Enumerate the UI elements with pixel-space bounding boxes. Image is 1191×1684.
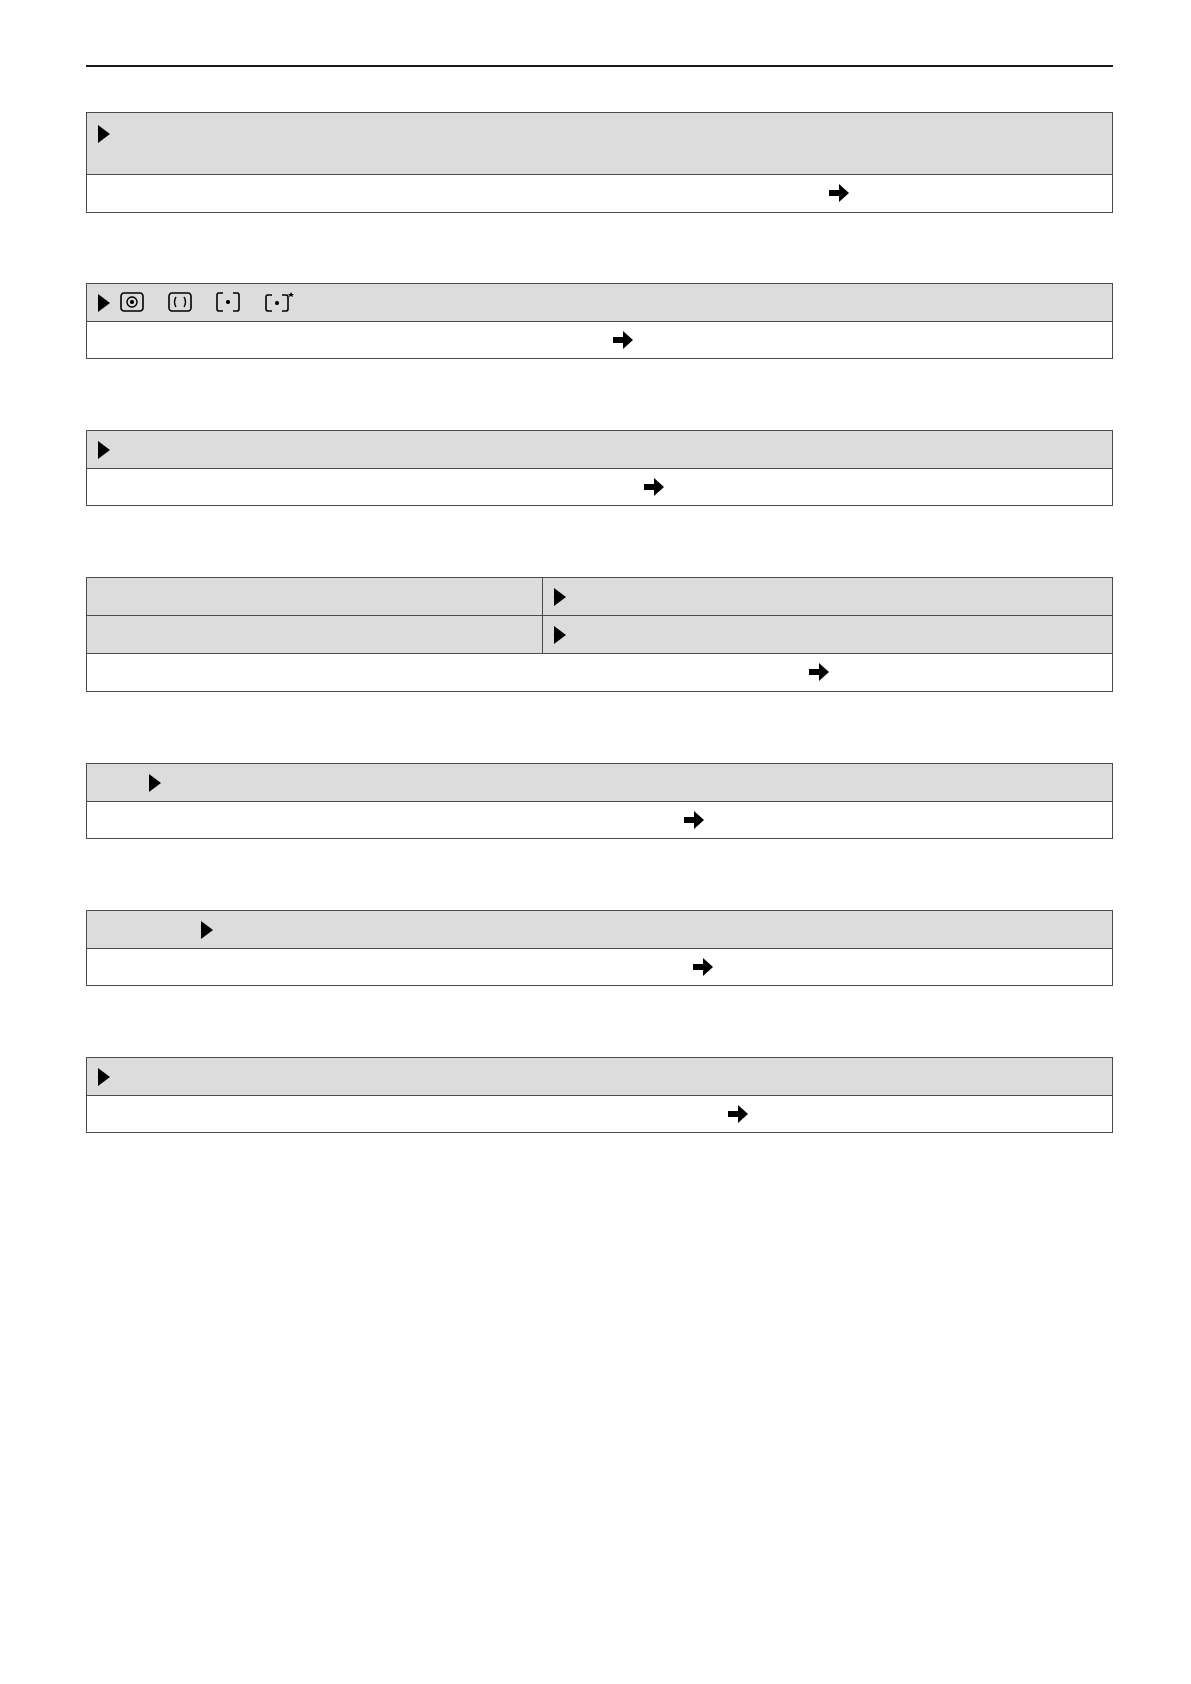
highlight-weighted-metering-icon (265, 292, 295, 312)
right-arrow-icon (827, 182, 851, 204)
right-arrow-icon (682, 809, 706, 831)
right-arrow-icon (642, 476, 666, 498)
section-4-left-cell-1 (87, 578, 543, 615)
section-6-reference-row (87, 949, 1112, 985)
section-3-reference-row (87, 469, 1112, 505)
right-arrow-icon (691, 956, 715, 978)
center-weighted-metering-icon (168, 292, 192, 312)
play-triangle-icon (554, 626, 566, 644)
section-4-box (86, 577, 1113, 692)
section-2-heading-row (87, 284, 1112, 322)
play-triangle-icon (98, 294, 110, 312)
play-triangle-icon (98, 441, 110, 459)
section-5-heading-row (87, 764, 1112, 802)
section-7-reference-row (87, 1096, 1112, 1132)
section-7-heading-row (87, 1058, 1112, 1096)
section-3-box (86, 430, 1113, 506)
play-triangle-icon (98, 125, 110, 143)
section-3-heading-row (87, 431, 1112, 469)
play-triangle-icon (98, 1068, 110, 1086)
section-5-box (86, 763, 1113, 839)
section-4-heading-row-1 (87, 578, 1112, 616)
section-4-reference-row (87, 654, 1112, 691)
header-rule (86, 65, 1113, 67)
section-1-reference-row (87, 175, 1112, 212)
play-triangle-icon (201, 921, 213, 939)
multi-metering-icon (120, 292, 144, 312)
section-6-heading-row (87, 911, 1112, 949)
spot-metering-icon (216, 292, 240, 312)
right-arrow-icon (807, 661, 831, 683)
section-5-reference-row (87, 802, 1112, 838)
play-triangle-icon (554, 588, 566, 606)
right-arrow-icon (726, 1103, 750, 1125)
section-1-box (86, 112, 1113, 213)
section-1-heading-row (87, 113, 1112, 175)
section-7-box (86, 1057, 1113, 1133)
play-triangle-icon (149, 774, 161, 792)
section-4-left-cell-2 (87, 616, 543, 653)
section-6-box (86, 910, 1113, 986)
right-arrow-icon (611, 329, 635, 351)
section-2-box (86, 283, 1113, 359)
section-2-reference-row (87, 322, 1112, 358)
section-4-heading-row-2 (87, 616, 1112, 654)
